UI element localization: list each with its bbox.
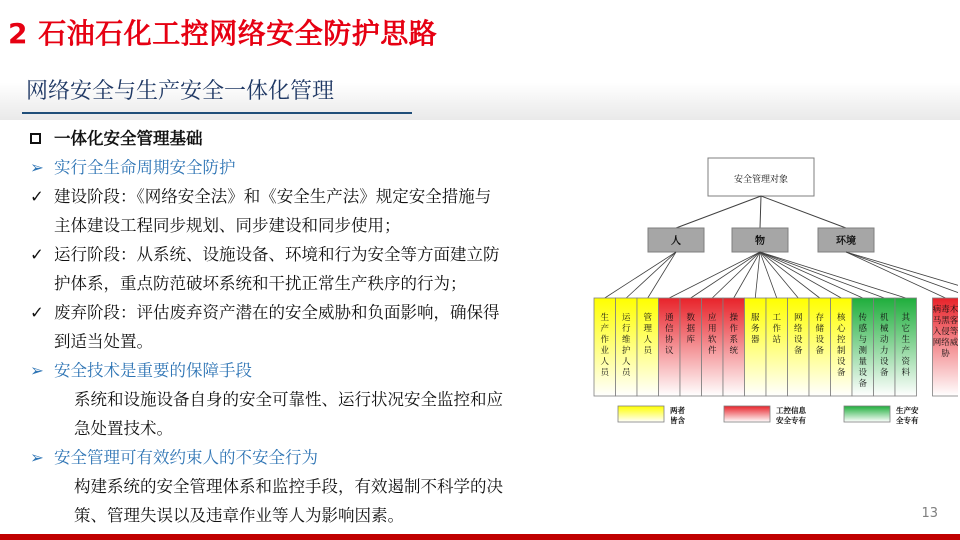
list-item-text: 到适当处置。 (54, 332, 153, 351)
checkmark-icon: ✓ (30, 187, 44, 206)
legend-label: 生产安全专有 (896, 406, 919, 425)
paragraph-line (28, 501, 568, 530)
paragraph-line (28, 385, 568, 414)
arrow-bullet-icon: ➢ (30, 448, 44, 467)
square-bullet-icon (30, 124, 50, 153)
connector-line (846, 252, 958, 298)
page-number: 13 (921, 506, 938, 521)
paragraph-line (28, 472, 568, 501)
list-item-continuation (28, 327, 568, 356)
paragraph-text: 构建系统的安全管理体系和监控手段，有效遏制不科学的决 (74, 477, 503, 496)
paragraph-line (28, 414, 568, 443)
security-object-diagram (578, 150, 958, 435)
leaf-label: 数据库 (686, 313, 696, 345)
list-item (28, 298, 568, 327)
list-item-continuation (28, 269, 568, 298)
paragraph-text: 急处置技术。 (74, 419, 173, 438)
list-item-text: 建设阶段：《网络安全法》和《安全生产法》规定安全措施与 (54, 187, 492, 206)
leaf-label: 核心控制设备 (836, 313, 846, 378)
page-title: 2 石油石化工控网络安全防护思路 (8, 17, 438, 50)
list-item-continuation (28, 211, 568, 240)
leaf-label: 操作系统 (729, 313, 739, 356)
connector-line (648, 252, 676, 298)
leaf-label: 传感与测量设备 (858, 313, 868, 389)
connector-line (712, 252, 760, 298)
category-label: 人 (671, 236, 681, 247)
list-item (28, 240, 568, 269)
leaf-label: 病毒木马黑客入侵等网络威胁 (932, 305, 958, 359)
connector-line (605, 252, 676, 298)
section-title-row (28, 443, 568, 472)
arrow-bullet-icon: ➢ (30, 361, 44, 380)
connector-line (676, 196, 761, 228)
list-item (28, 182, 568, 211)
leaf-label: 工作站 (772, 313, 782, 345)
legend-label: 两者皆含 (670, 406, 685, 425)
leaf-label: 生产作业人员 (600, 313, 610, 378)
arrow-bullet-icon: ➢ (30, 158, 44, 177)
connector-line (760, 252, 841, 298)
connector-line (669, 252, 760, 298)
paragraph-text: 系统和设施设备自身的安全可靠性、运行状况安全监控和应 (74, 390, 503, 409)
leaf-label: 服务器 (750, 313, 760, 345)
leaf-label: 通信协议 (664, 313, 674, 356)
subtitle: 网络安全与生产安全一体化管理 (26, 79, 335, 104)
checkmark-icon: ✓ (30, 245, 44, 264)
section-title-row (28, 356, 568, 385)
leaf-label: 网络设备 (793, 313, 803, 356)
bottom-accent-bar (0, 534, 960, 540)
legend-swatch (724, 406, 770, 422)
list-item-text: 运行阶段：从系统、设施设备、环境和行为安全等方面建立防 (54, 245, 500, 264)
leaf-label: 管理人员 (643, 313, 653, 356)
legend-label: 工控信息安全专有 (776, 406, 806, 425)
connector-line (626, 252, 676, 298)
connector-line (691, 252, 760, 298)
connector-line (846, 252, 958, 298)
category-label: 环境 (836, 236, 856, 247)
list-item-text: 护体系，重点防范破坏系统和干扰正常生产秩序的行为； (54, 274, 467, 293)
leaf-label: 其它生产资料 (901, 313, 911, 378)
connector-line (760, 252, 906, 298)
list-item-text: 废弃阶段：评估废弃资产潜在的安全威胁和负面影响，确保得 (54, 303, 500, 322)
legend-swatch (844, 406, 890, 422)
leaf-label: 应用软件 (707, 313, 717, 356)
category-label: 物 (755, 236, 765, 247)
heading-row (28, 124, 568, 153)
connector-line (846, 252, 946, 298)
legend-swatch (618, 406, 664, 422)
connector-line (761, 196, 846, 228)
leaf-label: 机械动力设备 (879, 313, 889, 378)
list-item-text: 主体建设工程同步规划、同步建设和同步使用； (54, 216, 401, 235)
leaf-label: 运行维护人员 (621, 313, 631, 378)
checkmark-icon: ✓ (30, 303, 44, 322)
leaf-label: 存储设备 (815, 313, 825, 356)
section-title: 安全技术是重要的保障手段 (54, 361, 252, 380)
section-title: 实行全生命周期安全防护 (54, 158, 236, 177)
subtitle-underline (22, 112, 412, 114)
root-label: 安全管理对象 (733, 175, 789, 185)
paragraph-text: 策、管理失误以及违章作业等人为影响因素。 (74, 506, 404, 525)
section-title: 安全管理可有效约束人的不安全行为 (54, 448, 318, 467)
content-body (28, 124, 568, 530)
heading-text: 一体化安全管理基础 (54, 129, 203, 148)
connector-line (760, 196, 761, 228)
section-title-row (28, 153, 568, 182)
